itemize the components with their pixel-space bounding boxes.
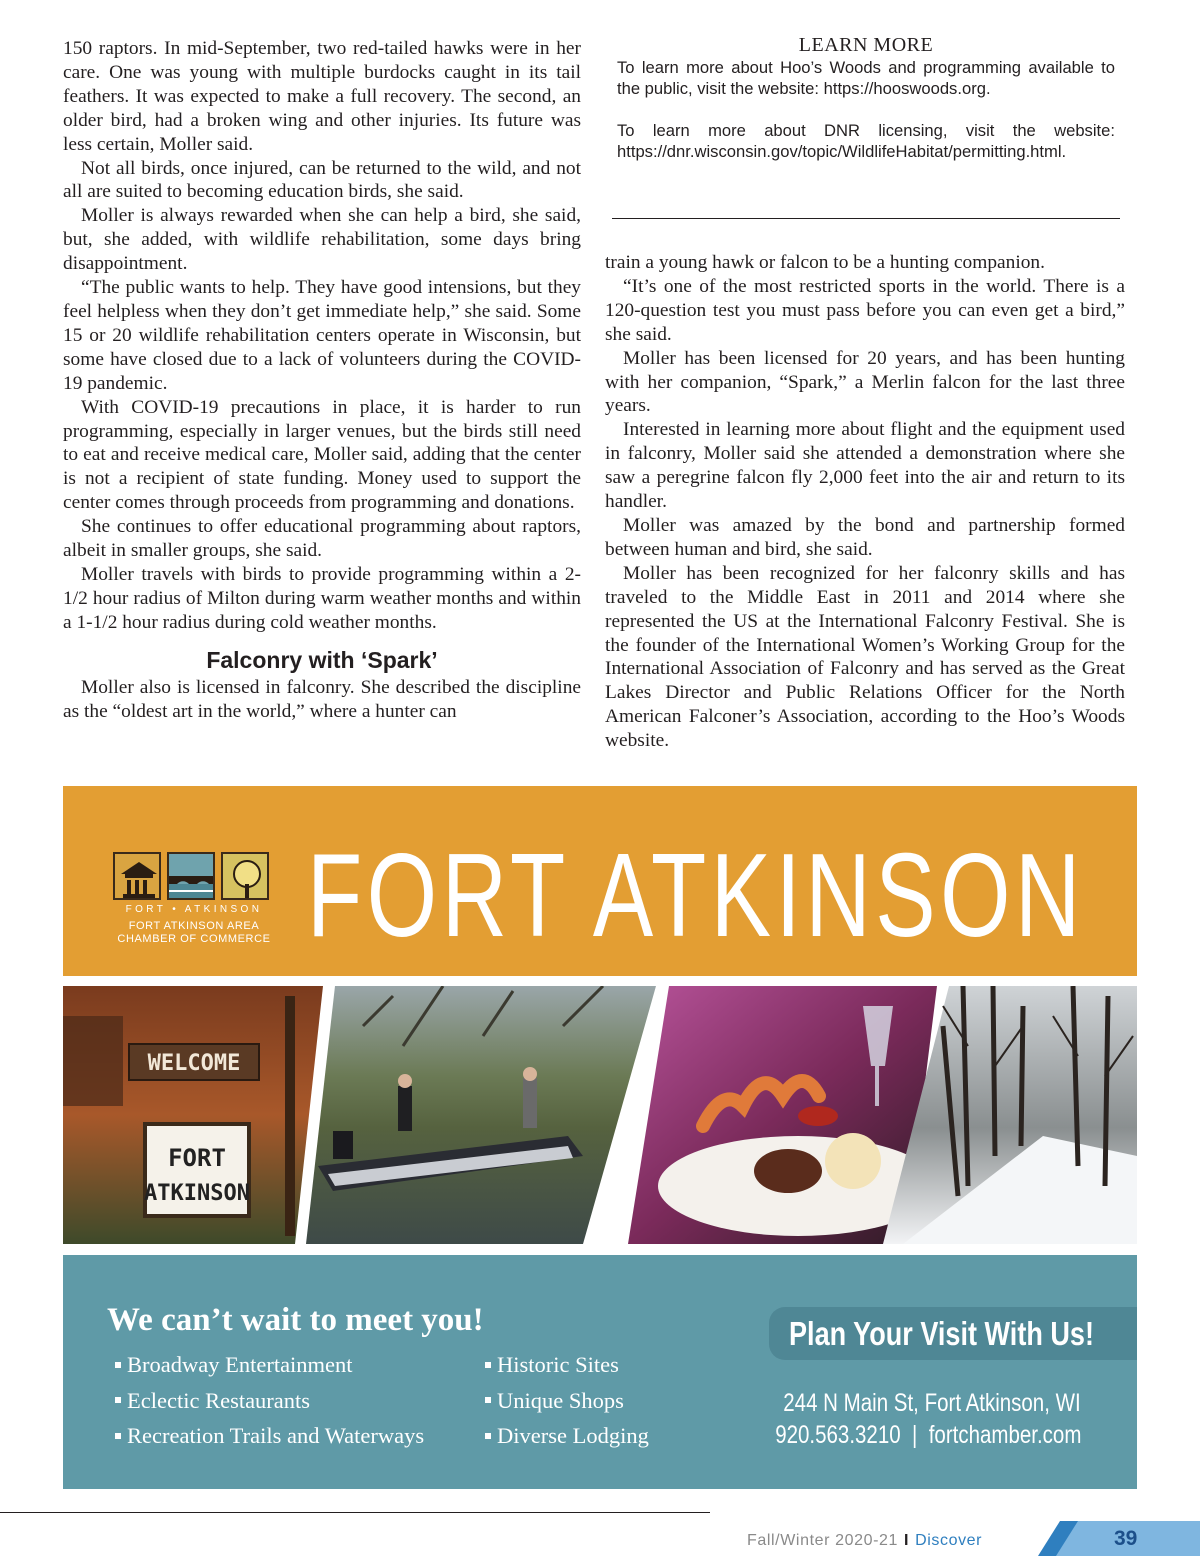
paragraph: Moller is always rewarded when she can help a bird, she said, but, she added, with wildlife rehabilitation, some days bring disappointment.: [63, 205, 581, 275]
sign-fort-text: FORT: [168, 1144, 226, 1172]
article-left-column: [63, 37, 581, 723]
ad-bullets-right: [485, 1347, 649, 1454]
paragraph: Moller was amazed by the bond and partnership formed between human and bird, she said.: [605, 514, 1125, 560]
chamber-logo: [111, 852, 277, 946]
learn-more-box: [617, 33, 1115, 162]
ad-header-band: [63, 786, 1137, 976]
learn-more-dnr: To learn more about DNR licensing, visit the website: https://dnr.wisconsin.gov/topic/WildlifeHabitat/permitting.html.: [617, 121, 1115, 161]
paragraph: Not all birds, once injured, can be returned to the wild, and not all are suited to becoming education birds, she said.: [63, 157, 581, 203]
paragraph: Moller has been licensed for 20 years, and has been hunting with her companion, “Spark,” a Merlin falcon for the last three years.: [605, 347, 1125, 417]
ad-bullets-left: [115, 1347, 424, 1454]
building-icon: [113, 852, 161, 900]
logo-wordmark: FORT • ATKINSON: [125, 904, 263, 915]
learn-more-title: LEARN MORE: [798, 34, 934, 56]
footer-magazine: Discover: [915, 1532, 983, 1549]
paragraph: 150 raptors. In mid-September, two red-tailed hawks were in her care. One was young with multiple burdocks caught in its tail feathers. It was expected to make a full recovery. The second, an older bird, had a broken wing and other injuries. Its future was less certain, Moller said.: [63, 38, 581, 155]
footer-issue: Fall/Winter 2020-21 I Discover: [747, 1532, 983, 1549]
footer-rule: [0, 1512, 710, 1513]
sign-welcome-text: WELCOME: [147, 1051, 241, 1076]
paragraph: train a young hawk or falcon to be a hunting companion.: [605, 252, 1045, 273]
paragraph: “It’s one of the most restricted sports in the world. There is a 120-question test you must pass before you can even get a bird,” she said.: [605, 275, 1125, 345]
logo-subtitle-1: FORT ATKINSON AREA: [128, 920, 260, 932]
ad-headline: We can’t wait to meet you!: [107, 1302, 484, 1338]
food-photo: [628, 986, 938, 1244]
sign-atkinson-text: ATKINSON: [144, 1181, 250, 1206]
paragraph: Interested in learning more about flight and the equipment used in falconry, Moller said she attended a demonstration where she saw a peregrine falcon fly 2,000 feet into the air and return to its handler.: [605, 419, 1125, 513]
paragraph: With COVID-19 precautions in place, it is harder to run programming, especially in larger venues, but the birds still need to eat and receive medical care, Moller said, adding that the center is not a recipient of state funding. Money used to support the center comes through proceeds from programming and donations.: [63, 396, 581, 514]
photo-strip: [63, 986, 1137, 1244]
divider: [612, 218, 1120, 219]
ad-address: 244 N Main St, Fort Atkinson, WI: [783, 1389, 1081, 1417]
ad-title: FORT ATKINSON: [307, 829, 1085, 962]
article-right-column: [605, 251, 1125, 753]
tree-icon: [221, 852, 269, 900]
bullet-item: Historic Sites: [485, 1347, 649, 1383]
bullet-item: Recreation Trails and Waterways: [115, 1418, 424, 1454]
welcome-sign-photo: [63, 986, 323, 1244]
page-number: 39: [1114, 1527, 1138, 1550]
boat-photo: [306, 986, 656, 1244]
plan-visit-banner: Plan Your Visit With Us!: [769, 1307, 1137, 1360]
logo-subtitle-2: CHAMBER OF COMMERCE: [117, 933, 271, 945]
fort-atkinson-ad: [63, 786, 1137, 1489]
paragraph: Moller also is licensed in falconry. She described the discipline as the “oldest art in the world,” where a hunter can: [63, 676, 581, 722]
paragraph: She continues to offer educational programming about raptors, albeit in smaller groups, she said.: [63, 516, 581, 562]
paragraph: Moller has been recognized for her falconry skills and has traveled to the Middle East in 2011 and 2014 where she represented the US at the International Falconry Festival. She is the founder of the International Women’s Working Group for the International Association of Falconry and has served as the Great Lakes Director and Public Relations Officer for the North American Falconer’s Association, according to the Hoo’s Woods website.: [605, 562, 1125, 752]
learn-more-hooswoods: To learn more about Hoo’s Woods and programming available to the public, visit the website: https://hooswoods.org.: [617, 58, 1115, 98]
ad-phone-web: 920.563.3210 | fortchamber.com: [774, 1421, 1081, 1449]
paragraph: Moller travels with birds to provide programming within a 2-1/2 hour radius of Milton during warm weather months and within a 1-1/2 hour radius during cold weather months.: [63, 563, 581, 633]
ad-info-band: [63, 1255, 1137, 1489]
section-subhead: Falconry with ‘Spark’: [206, 646, 438, 673]
bullet-item: Diverse Lodging: [485, 1418, 649, 1454]
paragraph: “The public wants to help. They have good intensions, but they feel helpless when they don’t get immediate help,” she said. Some 15 or 20 wildlife rehabilitation centers operate in Wisconsin, but some have closed due to a lack of volunteers during the COVID-19 pandemic.: [63, 277, 581, 394]
bridge-icon: [167, 852, 215, 900]
bullet-item: Unique Shops: [485, 1383, 649, 1419]
bullet-item: Broadway Entertainment: [115, 1347, 424, 1383]
bullet-item: Eclectic Restaurants: [115, 1383, 424, 1419]
